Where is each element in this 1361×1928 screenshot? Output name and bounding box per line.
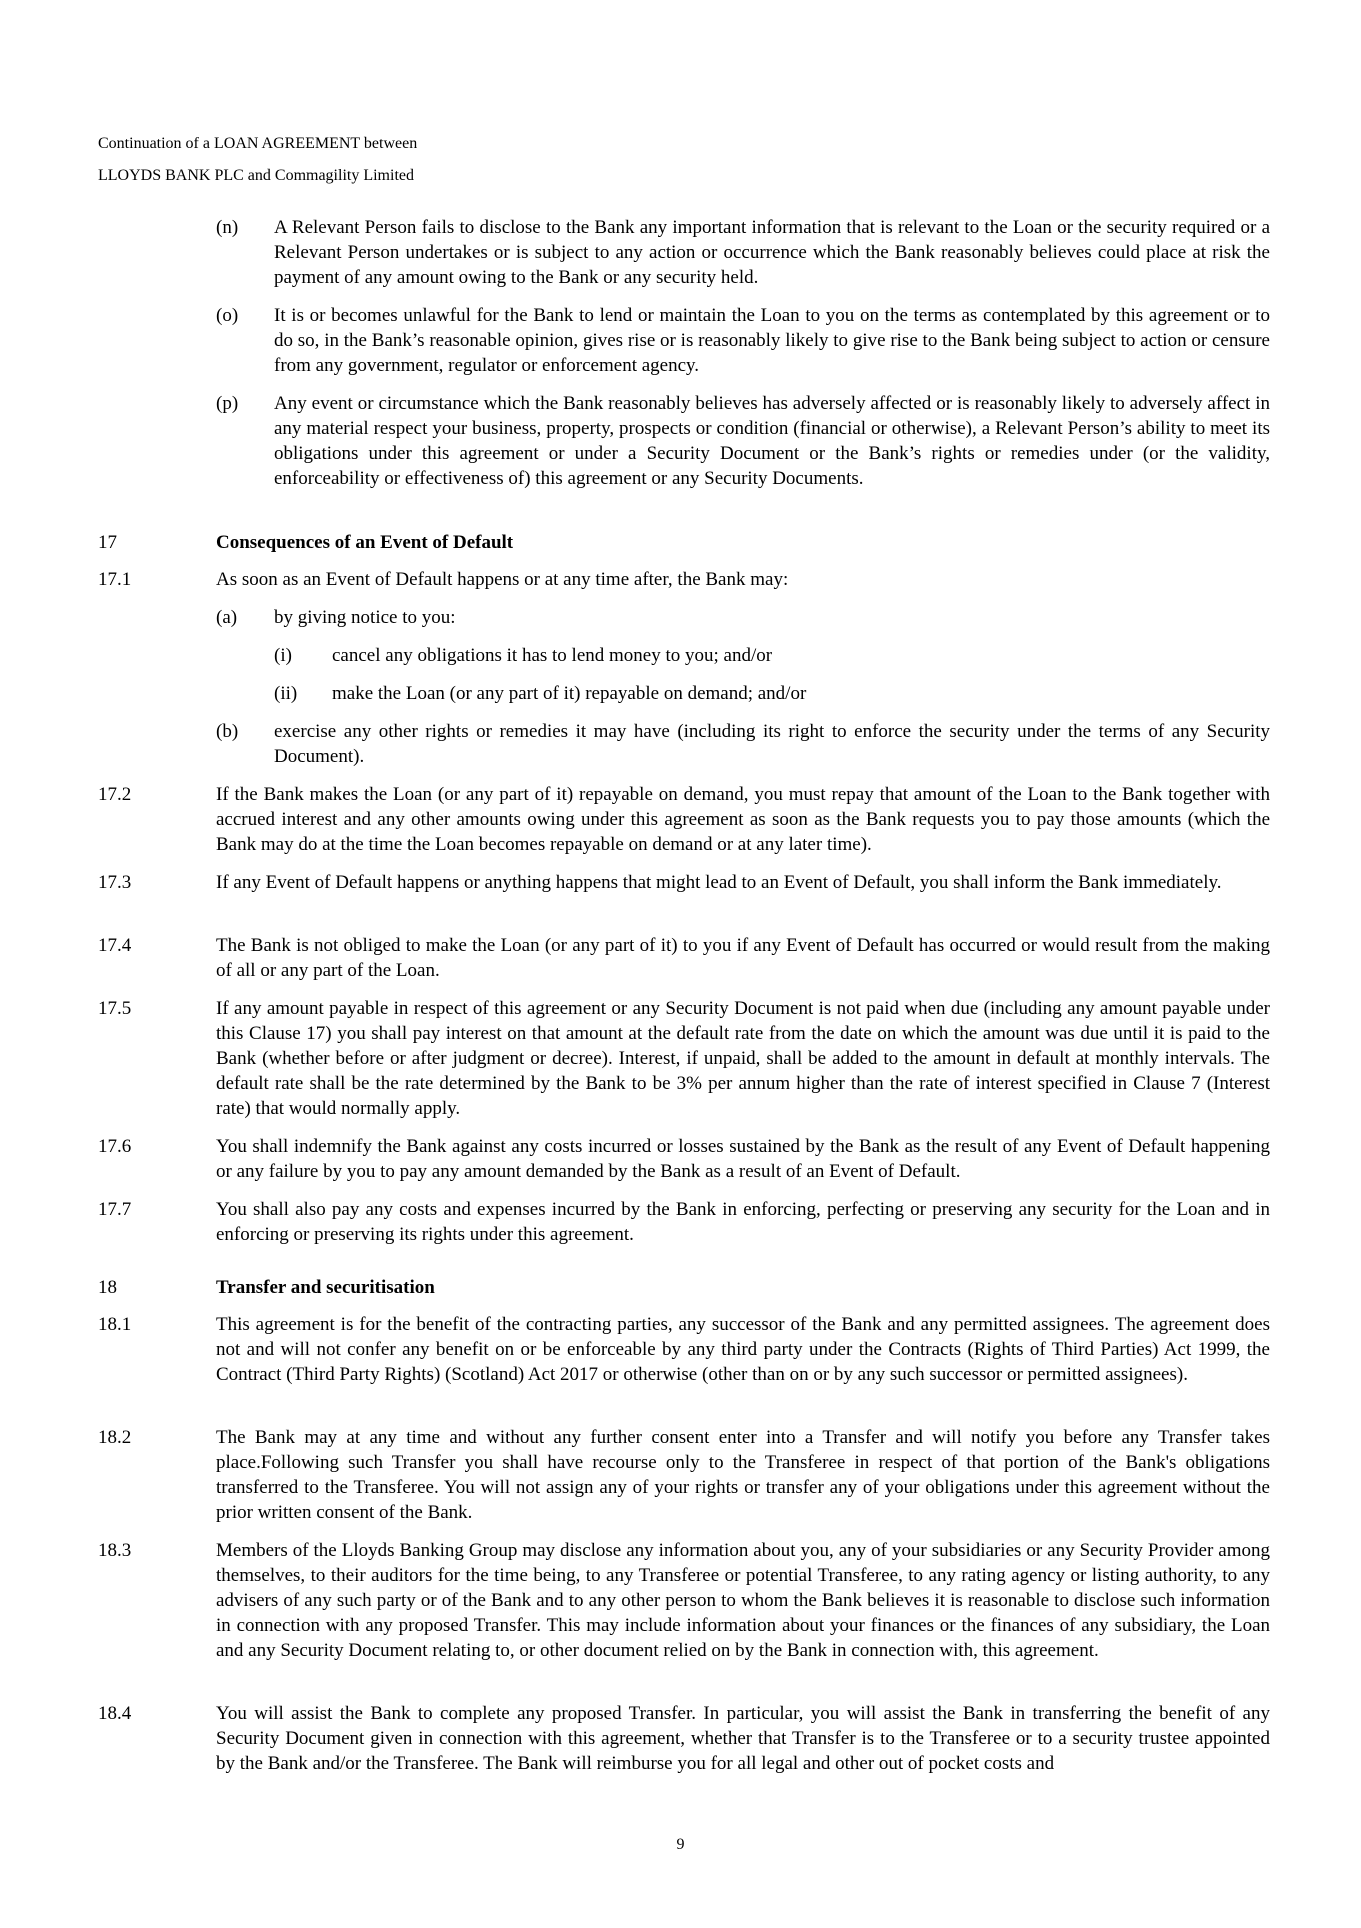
clause-17-3-number: 17.3 [98,872,132,893]
clause-17-1-number: 17.1 [98,569,132,590]
clause-18-3-number: 18.3 [98,1540,132,1561]
clause-18-2-number: 18.2 [98,1427,132,1448]
clause-17-6-text: You shall indemnify the Bank against any costs incurred or losses sustained by the Bank as the result of any Event of Default happening or any failure by you to pay any amount demanded by the Bank as a result of an Event of Default. [216,1136,1270,1182]
header-line-2: LLOYDS BANK PLC and Commagility Limited [98,167,414,184]
clause-18-2-text: The Bank may at any time and without any further consent enter into a Transfer and will notify you before any Transfer takes place.Following such Transfer you shall have recourse only to the Transferee in respect of that portion of the Bank's obligations transferred to the Transferee. You will not assign any of your rights or transfer any of your obligations under this agreement without the prior written consent of the Bank. [216,1427,1270,1523]
clause-17-1-i-label: (i) [274,645,292,666]
clause-17-6-number: 17.6 [98,1136,132,1157]
clause-17-1-ii-label: (ii) [274,683,298,704]
clause-18-1-number: 18.1 [98,1314,132,1335]
section-18-number: 18 [98,1277,117,1298]
clause-18-1-text: This agreement is for the benefit of the contracting parties, any successor of the Bank and any permitted assignees. The agreement does not and will not confer any benefit on or be enforceable by any third party under the Contracts (Rights of Third Parties) Act 1999, the Contract (Third Party Rights) (Scotland) Act 2017 or otherwise (other than on or by any such successor or permitted assignees). [216,1314,1270,1385]
clause-18-4-text: You will assist the Bank to complete any proposed Transfer. In particular, you will assist the Bank in transferring the benefit of any Security Document given in connection with this agreement, whether that Transfer is to the Transferee or to a security trustee appointed by the Bank and/or the Transferee. The Bank will reimburse you for all legal and other out of pocket costs and [216,1703,1270,1774]
clause-17-1-b-text: exercise any other rights or remedies it may have (including its right to enforce the security under the terms of any Security Document). [274,721,1270,767]
clause-17-1-text: As soon as an Event of Default happens or at any time after, the Bank may: [216,569,789,590]
clause-18-4-number: 18.4 [98,1703,132,1724]
clause-17-2-text: If the Bank makes the Loan (or any part of it) repayable on demand, you must repay that amount of the Loan to the Bank together with accrued interest and any other amounts owing under this agreement as soon as the Bank requests you to pay those amounts (which the Bank may do at the time the Loan becomes repayable on demand or at any later time). [216,784,1270,855]
clause-17-4-text: The Bank is not obliged to make the Loan (or any part of it) to you if any Event of Default has occurred or would result from the making of all or any part of the Loan. [216,935,1270,981]
item-text-p: Any event or circumstance which the Bank reasonably believes has adversely affected or is reasonably likely to adversely affect in any material respect your business, property, prospects or condition (financial or otherwise), a Relevant Person’s ability to meet its obligations under this agreement or under a Security Document or the Bank’s rights or remedies under (or the validity, enforceability or effectiveness of) this agreement or any Security Documents. [274,393,1270,489]
clause-17-1-b-label: (b) [216,721,239,742]
section-17-number: 17 [98,532,117,553]
clause-17-5-text: If any amount payable in respect of this agreement or any Security Document is not paid when due (including any amount payable under this Clause 17) you shall pay interest on that amount at the default rate from the date on which the amount was due until it is paid to the Bank (whether before or after judgment or decree). Interest, if unpaid, shall be added to the amount in default at monthly intervals. The default rate shall be the rate determined by the Bank to be 3% per annum higher than the rate of interest specified in Clause 7 (Interest rate) that would normally apply. [216,998,1270,1119]
clause-17-5-number: 17.5 [98,998,132,1019]
clause-18-3-text: Members of the Lloyds Banking Group may disclose any information about you, any of your subsidiaries or any Security Provider among themselves, to their auditors for the time being, to any Transferee or potential Transferee, to any rating agency or listing authority, to any advisers of any such party or of the Bank and to any other person to whom the Bank believes it is reasonable to disclose such information in connection with any proposed Transfer. This may include information about your finances or the finances of any subsidiary, the Loan and any Security Document relating to, or other document relied on by the Bank in connection with, this agreement. [216,1540,1270,1661]
clause-17-1-ii-text: make the Loan (or any part of it) repayable on demand; and/or [332,683,807,704]
clause-17-1-i-text: cancel any obligations it has to lend money to you; and/or [332,645,773,666]
clause-17-1-a-text: by giving notice to you: [274,607,456,628]
clause-17-1-a-label: (a) [216,607,238,628]
page-number: 9 [676,1836,685,1853]
section-18-title: Transfer and securitisation [216,1277,435,1298]
clause-17-7-text: You shall also pay any costs and expenses incurred by the Bank in enforcing, perfecting or preserving any security for the Loan and in enforcing or preserving its rights under this agreement. [216,1199,1270,1245]
item-label-p: (p) [216,393,239,414]
section-17-title: Consequences of an Event of Default [216,532,514,553]
item-text-o: It is or becomes unlawful for the Bank to lend or maintain the Loan to you on the terms as contemplated by this agreement or to do so, in the Bank’s reasonable opinion, gives rise or is reasonably likely to give rise to the Bank being subject to action or censure from any government, regulator or enforcement agency. [274,305,1270,376]
clause-17-3-text: If any Event of Default happens or anything happens that might lead to an Event of Default, you shall inform the Bank immediately. [216,872,1222,893]
header-line-1: Continuation of a LOAN AGREEMENT between [98,135,418,152]
clause-17-2-number: 17.2 [98,784,132,805]
clause-17-7-number: 17.7 [98,1199,132,1220]
item-label-o: (o) [216,305,239,326]
clause-17-4-number: 17.4 [98,935,132,956]
item-label-n: (n) [216,217,239,238]
item-text-n: A Relevant Person fails to disclose to the Bank any important information that is relevant to the Loan or the security required or a Relevant Person undertakes or is subject to any action or occurrence which the Bank reasonably believes could place at risk the payment of any amount owing to the Bank or any security held. [274,217,1270,288]
